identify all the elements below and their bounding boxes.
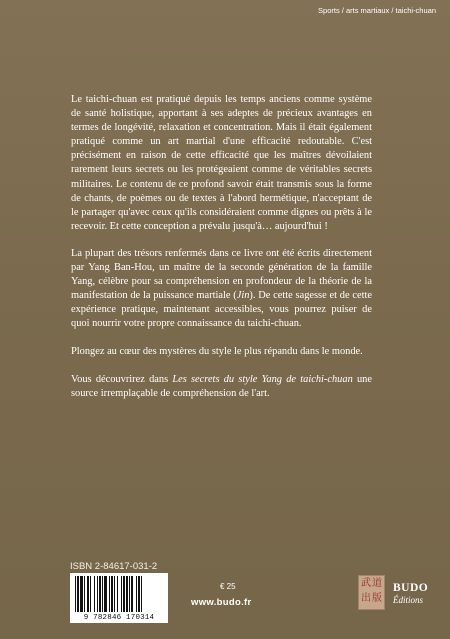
- publisher-subtitle: Éditions: [393, 595, 424, 605]
- barcode-bars: [75, 576, 163, 612]
- barcode-digits: 9 782846 170314: [83, 614, 155, 622]
- publisher-logo: [393, 582, 428, 605]
- paragraph-4-text-a: Vous découvrirez dans: [71, 373, 173, 385]
- description-text: [71, 93, 372, 414]
- paragraph-4-text-b: une source irremplaçable de compréhension de l'art.: [71, 373, 372, 399]
- seal-logo-icon: 武 道 出 版: [358, 575, 385, 610]
- paragraph-2-text-a: La plupart des trésors renfermés dans ce livre ont été écrits directement par Yang Ban-Hou, un maître de la seconde génération de la famille Yang, célèbre pour sa compréhension en profondeur de la théorie de la manifestation de la puissance martiale (: [71, 247, 372, 302]
- barcode: [70, 573, 168, 623]
- paragraph-3: Plongez au cœur des mystères du style le plus répandu dans le monde.: [71, 345, 363, 357]
- isbn-label: ISBN 2-84617-031-2: [70, 561, 158, 572]
- book-title: Les secrets du style Yang de taichi-chuan: [172, 373, 353, 385]
- paragraph-2: [71, 247, 372, 332]
- price-label: € 25: [220, 582, 236, 591]
- paragraph-2-text-b: ). De cette sagesse et de cette expérience pratique, maintenant accessibles, vous pourrez puiser de quoi nourrir votre propre connaissance du taichi-chuan.: [71, 290, 372, 330]
- jin-term: Jin: [236, 290, 250, 302]
- category-label: Sports / arts martiaux / taichi-chuan: [318, 6, 436, 15]
- website-label: www.budo.fr: [191, 597, 252, 608]
- paragraph-1: Le taichi-chuan est pratiqué depuis les temps anciens comme système de santé holistique, apportant à ses adeptes de précieux avantages en termes de longévité, relaxation et concentration. Mais il était également pratiqué comme un art martial d'une efficacité redoutable. C'est précisément en raison de cette efficacité que les maîtres dévoilaient rarement leurs secrets ou les protégeaient comme de véritables secrets militaires. Le contenu de ce profond savoir était transmis sous la forme de chants, de poèmes ou de textes à l'abord hermétique, n'acceptant de le partager qu'avec ceux qu'ils considéraient comme dignes ou prêts à le recevoir. Et cette conception a prévalu jusqu'à… aujourd'hui !: [71, 94, 372, 232]
- publisher-name: BUDO: [393, 582, 429, 594]
- paragraph-4: [71, 373, 372, 401]
